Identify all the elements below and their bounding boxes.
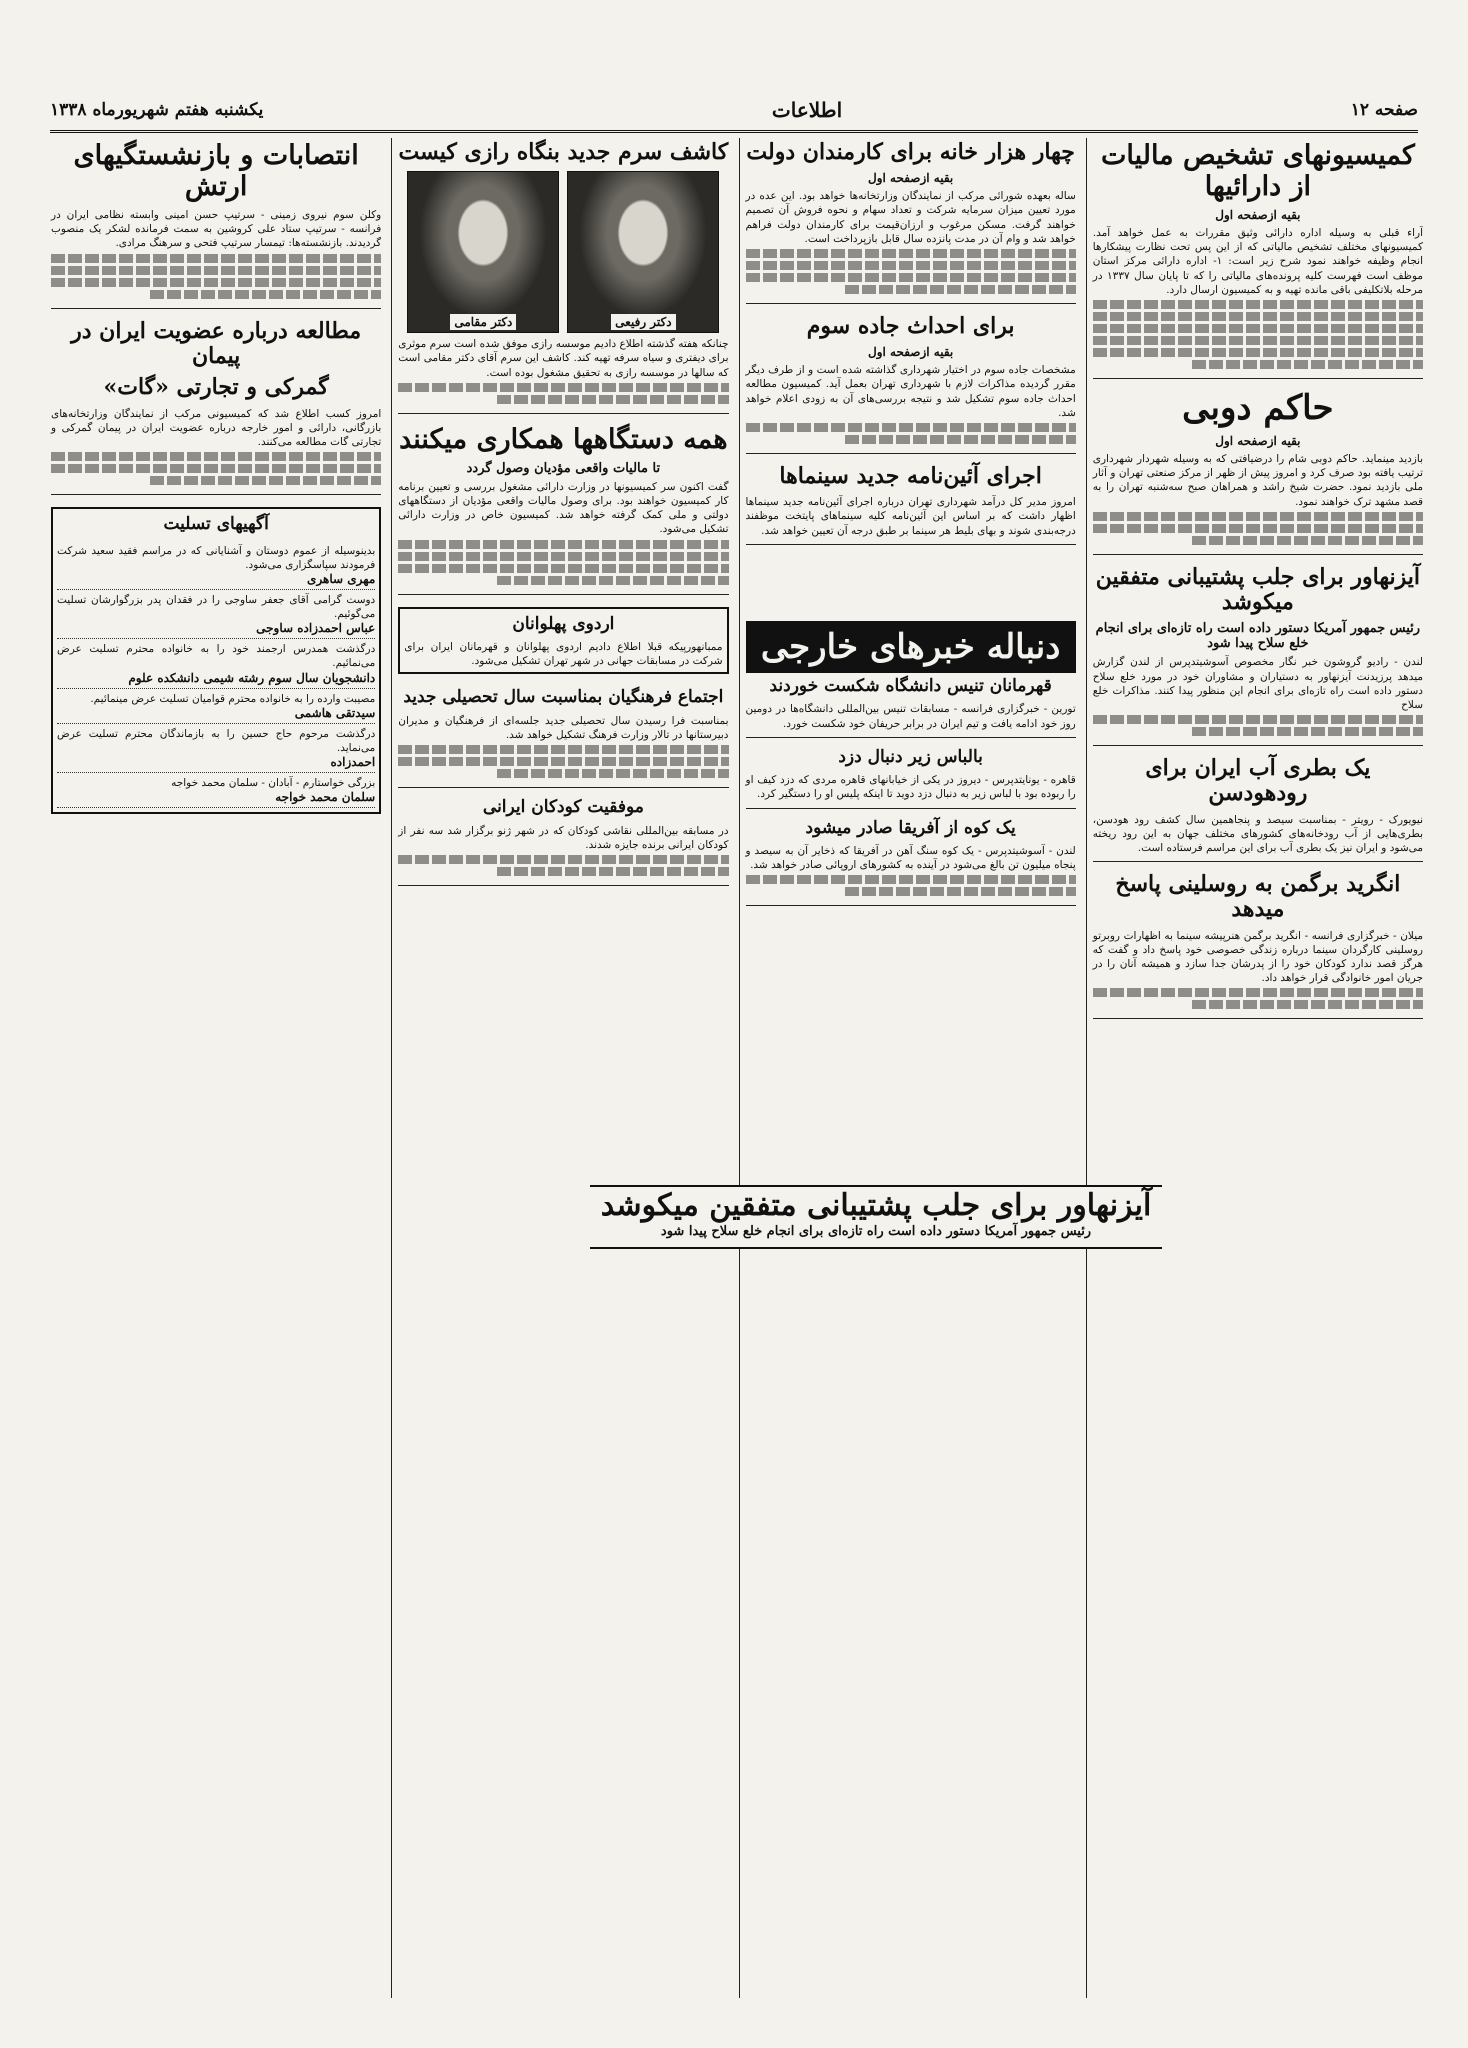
headline: یک بطری آب ایران برای رودهودسن	[1145, 755, 1371, 807]
spread-headline	[590, 1185, 1162, 1249]
headline: انتصابات و بازنشستگیهای ارتش	[73, 140, 359, 203]
article-gatt	[51, 317, 381, 495]
body-text: لندن - آسوشیتدپرس - یک کوه سنگ آهن در آفریقا که ذخایر آن به سیصد و پنجاه میلیون تن بالغ می‌شود در آینده به کشورهای اروپائی صادر خواهد شد.	[745, 845, 1076, 872]
text-line	[845, 435, 1076, 444]
headline: آیزنهاور برای جلب پشتیبانی متفقین میکوشد	[600, 1188, 1152, 1223]
article-army	[51, 138, 381, 309]
body-text: میلان - خبرگزاری فرانسه - انگرید برگمن هنرپیشه سینما به اظهارات روبرتو روسلینی کارگردان سینما درباره زندگی خصوصی خود پاسخ داد و گفت که هرگز قصد ندارد کودکان خود را از پدرشان جدا سازد و همیشه آنان را در جریان امور خانوادگی قرار خواهد داد.	[1092, 929, 1423, 985]
body-text: امروز کسب اطلاع شد که کمیسیونی مرکب از نمایندگان وزارتخانه‌های بازرگانی، دارائی و امور خارجه درباره عضویت ایران در پیمان گمرکی و تجارتی گات مطالعه می‌کنند.	[51, 407, 382, 448]
headline: برای احداث جاده سوم	[806, 312, 1015, 339]
text-line	[497, 395, 728, 404]
text-line	[398, 552, 728, 561]
body-text: امروز مدیر کل درآمد شهرداری تهران درباره اجرای آئین‌نامه جدید سینماها اظهار داشت که بر اساس این آئین‌نامه کلیه سینماهای پایتخت موظفند درجه‌بندی شوند و بهای بلیط هر سینما بر طبق درجه آن تعیین خواهد شد.	[745, 496, 1076, 537]
headline: اجرای آئین‌نامه جدید سینماها	[779, 462, 1042, 489]
photo-caption: دکتر مقامی	[450, 314, 516, 330]
notice	[57, 541, 375, 590]
notice-signature: عباس احمدزاده ساوجی	[256, 621, 376, 636]
text-line	[1093, 336, 1423, 345]
notice	[57, 639, 375, 688]
headline: مطالعه درباره عضویت ایران در پیمان	[71, 317, 362, 369]
newspaper-name: اطلاعات	[771, 98, 843, 122]
article-third-road	[746, 312, 1076, 454]
portrait-photo	[407, 171, 559, 333]
section-banner: دنباله خبرهای خارجی	[746, 621, 1076, 673]
notice-signature: مهری ساهری	[307, 571, 376, 586]
notice-text: دوست گرامی آقای جعفر ساوجی را در فقدان پدر بزرگوارشان تسلیت می‌گوئیم.	[57, 593, 376, 621]
headline: کمیسیونهای تشخیص مالیات از دارائیها	[1100, 140, 1415, 203]
body-text: گفت اکنون سر کمیسیونها در وزارت دارائی مشغول بررسی و تعیین برنامه کار کمیسیون خواهند بود. برای وصول مالیات واقعی مؤدیان از دستگاههای دولتی و ملی کمک گرفته خواهد شد. کمیسیون خاص در وزارت دارائی تشکیل می‌شود.	[398, 480, 729, 536]
text-line	[1093, 348, 1423, 357]
text-line	[51, 278, 381, 287]
subheadline: تا مالیات واقعی مؤدیان وصول گردد	[466, 460, 661, 476]
article-housing	[746, 138, 1076, 304]
text-line	[1192, 536, 1423, 545]
text-line	[1192, 1000, 1423, 1009]
text-line	[497, 769, 728, 778]
notice	[57, 724, 375, 773]
text-line	[497, 576, 728, 585]
boxed-article-wrestlers	[398, 607, 728, 675]
notice-text: درگذشت همدرس ارجمند خود را به خانواده محترم تسلیت عرض می‌نمائیم.	[57, 643, 376, 670]
text-line	[1093, 312, 1423, 321]
text-line	[746, 249, 1076, 258]
text-line	[51, 452, 381, 461]
text-line	[845, 887, 1076, 896]
text-line	[1093, 512, 1423, 521]
headline: اجتماع فرهنگیان بمناسبت سال تحصیلی جدید	[403, 687, 724, 708]
headline: اردوی پهلوانان	[512, 613, 615, 634]
kicker: بقیه ازصفحه اول	[868, 171, 954, 186]
notice-signature: سیدتقی هاشمی	[294, 705, 376, 720]
article-eisenhower	[1093, 563, 1423, 746]
article-children	[398, 796, 728, 886]
subheadline: رئیس جمهور آمریکا دستور داده است راه تازه‌ای برای انجام خلع سلاح پیدا شود	[1095, 621, 1421, 652]
article-foreign-news	[746, 617, 1076, 738]
text-line	[51, 464, 381, 473]
body-text: قاهره - یونایتدپرس - دیروز در یکی از خیابانهای قاهره مردی که دزد کیف او را ربوده بود با لباس زیر به دنبال دزد دوید تا اینکه پلیس او را دستگیر کرد.	[745, 774, 1076, 801]
kicker: بقیه ازصفحه اول	[868, 345, 954, 360]
text-line	[1093, 715, 1423, 724]
portrait-photo	[567, 171, 719, 333]
notices-title: آگهیهای تسلیت	[163, 514, 269, 535]
subheadline: رئیس جمهور آمریکا دستور داده است راه تازه‌ای برای انجام خلع سلاح پیدا شود	[660, 1223, 1092, 1239]
text-line	[398, 745, 728, 754]
notice	[57, 773, 375, 808]
article-bergman	[1093, 870, 1423, 1019]
subheadline: گمرکی و تجارتی «گات»	[103, 374, 329, 401]
body-text: لندن - رادیو گروشون خبر نگار مخصوص آسوشیتدپرس از لندن گزارش میدهد پرزیدنت آیزنهاور به دستیاران و مشاوران خود در مورد خلع سلاح دستور داده است راه تازه‌ای برای انجام این منظور پیدا کنند. مذاکرات خلع سلاح	[1092, 656, 1423, 711]
text-line	[1093, 324, 1423, 333]
notice-signature: سلمان محمد خواجه	[275, 790, 376, 805]
notice-text: مصیبت وارده را به خانواده محترم قوامیان تسلیت عرض مینمائیم.	[90, 692, 376, 705]
text-line	[1093, 988, 1423, 997]
column-2	[739, 138, 1076, 1998]
headline: همه دستگاهها همکاری میکنند	[399, 423, 728, 455]
text-line	[51, 254, 381, 263]
headline: چهار هزار خانه برای کارمندان دولت	[746, 139, 1075, 165]
text-line	[1093, 300, 1423, 309]
text-line	[1192, 727, 1423, 736]
text-line	[398, 564, 728, 573]
text-line	[746, 261, 1076, 270]
notice-text: درگذشت مرحوم حاج حسین را به بازماندگان محترم تسلیت عرض می‌نماید.	[57, 727, 376, 754]
kicker: بقیه ازصفحه اول	[1215, 208, 1301, 223]
text-line	[746, 875, 1076, 884]
headline: بالباس زیر دنبال دزد	[838, 746, 983, 767]
body-text: نیویورک - رویتر - بمناسبت سیصد و پنجاهمین سال کشف رود هودسن، بطری‌هایی از آب رودخانه‌های کشورهای مختلف جهان به این رود ریخته می‌شود و ایران نیز یک بطری آب برای این مراسم فرستاده است.	[1092, 813, 1423, 854]
body-text: بمناسبت فرا رسیدن سال تحصیلی جدید جلسه‌ای از فرهنگیان و مدیران دبیرستانها در تالار وزارت فرهنگ تشکیل خواهد شد.	[398, 714, 729, 742]
page-number: صفحه ۱۲	[1350, 100, 1418, 120]
notice-text: بدینوسیله از عموم دوستان و آشنایانی که در مراسم فقید سعید شرکت فرمودند سپاسگزاری می‌شود.	[57, 544, 376, 571]
text-line	[398, 757, 728, 766]
column-1	[1086, 138, 1423, 1998]
notice-text: بزرگی خواستارم - آبادان - سلمان محمد خواجه	[171, 777, 376, 790]
body-text: ممبانهورپیکه قبلا اطلاع دادیم اردوی پهلوانان و قهرمانان ایران برای شرکت در مسابقات جهانی در شهر تهران تشکیل می‌شود.	[404, 641, 723, 668]
text-line	[150, 476, 381, 485]
text-line	[398, 383, 728, 392]
photo-row	[398, 171, 728, 333]
headline: انگرید برگمن به روسلینی پاسخ میدهد	[1115, 871, 1401, 923]
issue-date: یکشنبه هفتم شهریورماه ۱۳۳۸	[50, 100, 264, 120]
text-line	[845, 285, 1076, 294]
body-text: بازدید مینماید. حاکم دوبی شام را درضیافتی که به وسیله شهردار شهرداری ترتیب یافته بود صرف کرد و امروز پیش از ظهر از مرکز صنعتی تهران و آثار ملی بازدید نمود. حضرت شیخ راشد و همراهان صبح سه‌شنبه تهران را به قصد مشهد ترک خواهند نمود.	[1092, 453, 1423, 508]
headline: آیزنهاور برای جلب پشتیبانی متفقین میکوشد	[1095, 563, 1420, 616]
masthead	[50, 90, 1418, 133]
article-teachers	[398, 686, 728, 788]
headline: حاکم دوبی	[1182, 387, 1334, 428]
column-3	[391, 138, 728, 1998]
text-line	[746, 423, 1076, 432]
headline: کاشف سرم جدید بنگاه رازی کیست	[398, 139, 729, 165]
body-text: آراء قبلی به وسیله اداره دارائی وثیق مقررات به عمل خواهد آمد. کمیسیونهای مختلف تشخیص مالیاتی که از این پس تحت نظارت پیشکارها انجام وظیفه خواهند نمود شرح زیر است: ۱- اداره دارائی مرکز استان موظف است فهرست کلیه پرونده‌های مالیاتی را که تا پایان سال ۱۳۳۷ در مرحله بلاتکلیفی باقی مانده تهیه و به کمیسیون ارسال دارد.	[1092, 227, 1423, 296]
headline: موفقیت کودکان ایرانی	[482, 797, 644, 818]
notice	[57, 590, 375, 639]
notice	[57, 689, 375, 724]
body-text: در مسابقه بین‌المللی نقاشی کودکان که در شهر ژنو برگزار شد سه نفر از کودکان ایرانی برنده جایزه شدند.	[398, 824, 729, 852]
text-line	[1093, 524, 1423, 533]
article-thief	[746, 746, 1076, 809]
text-line	[398, 540, 728, 549]
text-line	[497, 867, 728, 876]
headline: یک کوه از آفریقا صادر میشود	[805, 817, 1016, 838]
columns	[45, 138, 1423, 1998]
text-line	[398, 855, 728, 864]
body-text: وکلن سوم نیروی زمینی - سرتیپ حسن امینی وابسته نظامی ایران در فرانسه - سرتیپ ستاد علی کروشین به سمت فرمانده لشکر یک منصوب گردیدند. بازنشسته‌ها: تیمسار سرتیپ فتحی و سرهنگ مرادی.	[51, 209, 382, 250]
text-line	[150, 290, 381, 299]
kicker: بقیه ازصفحه اول	[1215, 434, 1301, 449]
article-hudson-water	[1093, 754, 1423, 862]
photo-caption: دکتر رفیعی	[611, 314, 675, 330]
notice-signature: دانشجویان سال سوم رشته شیمی دانشکده علوم	[128, 670, 376, 685]
article-dubai-ruler	[1093, 387, 1423, 555]
article-mountain	[746, 817, 1076, 907]
body-text: ساله بعهده شورائی مرکب از نمایندگان وزارتخانه‌ها خواهد بود. این عده در مورد تعیین میزان سرمایه شرکت و تعداد سهام و نحوه فروش آن تصمیم خواهند گرفت. مسکن مرغوب و ارزان‌قیمت برای کارمندان دولت فراهم خواهد شد و وام آن در مدت پانزده سال قابل بازپرداخت است.	[745, 190, 1076, 245]
headline: قهرمانان تنیس دانشگاه شکست خوردند	[769, 675, 1052, 696]
body-text: تورین - خبرگزاری فرانسه - مسابقات تنیس بین‌المللی دانشگاه‌ها در دومین روز خود ادامه یافت و تیم ایران در برابر حریفان خود شکست خورد.	[745, 703, 1076, 730]
notice-signature: احمدزاده	[330, 755, 376, 770]
body-text: چنانکه هفته گذشته اطلاع دادیم موسسه رازی موفق شده است سرم موثری برای دیفتری و سیاه سرفه تهیه کند. کاشف این سرم آقای دکتر مقامی است که سالها در موسسه رازی به تحقیق مشغول بوده است.	[398, 338, 729, 379]
article-tax-commissions	[1093, 138, 1423, 379]
text-line	[746, 273, 1076, 282]
article-serum	[398, 138, 728, 414]
article-cooperation	[398, 422, 728, 595]
body-text: مشخصات جاده سوم در اختیار شهرداری گذاشته شده است و از طرف دیگر مقرر گردیده مذاکرات لازم با شهرداری تهران بعمل آید. کمیسیون مطالعه احداث جاده سوم تشکیل شد و نتیجه بررسی‌های آن به زودی اعلام خواهد شد.	[745, 364, 1076, 419]
article-cinemas	[746, 462, 1076, 545]
text-line	[51, 266, 381, 275]
column-4	[45, 138, 381, 1998]
condolence-notices	[51, 507, 381, 814]
text-line	[1192, 360, 1423, 369]
